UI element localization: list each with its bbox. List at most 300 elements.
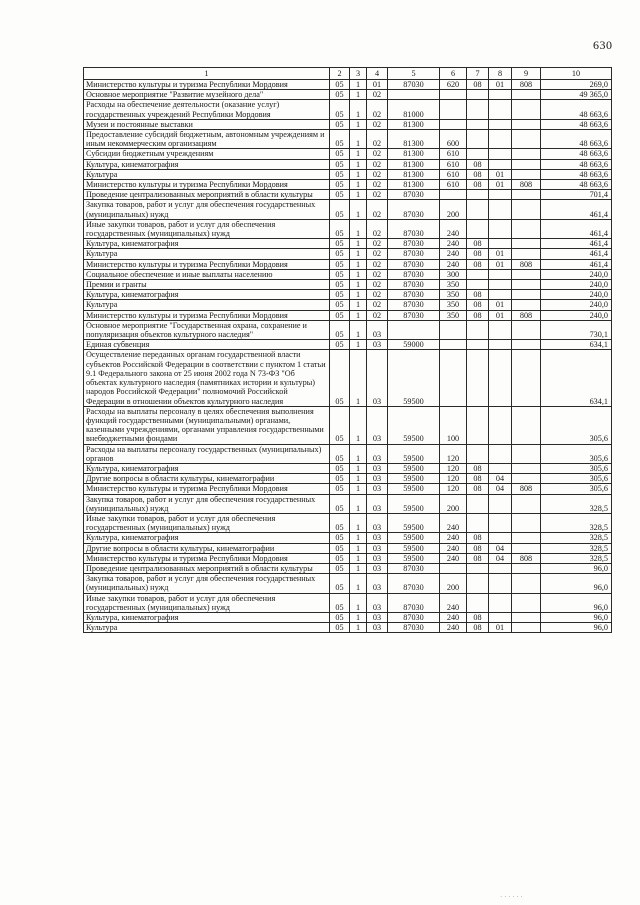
row-code-8: 01 (489, 623, 512, 633)
row-code-5: 59500 (388, 513, 440, 532)
row-code-4: 02 (367, 190, 388, 200)
row-name-cell: Проведение централизованных мероприятий в области культуры (84, 563, 330, 573)
row-code-5: 59500 (388, 463, 440, 473)
row-code-3: 1 (350, 290, 367, 300)
row-code-9: 808 (512, 310, 541, 320)
table-row (84, 406, 612, 444)
row-name-cell: Другие вопросы в области культуры, кинематографии (84, 474, 330, 484)
row-sum-cell: 461,4 (541, 239, 612, 249)
row-sum-cell: 461,4 (541, 259, 612, 269)
row-code-7: 08 (467, 259, 489, 269)
row-code-8: 04 (489, 553, 512, 563)
row-code-6 (440, 340, 467, 350)
row-code-5: 87030 (388, 290, 440, 300)
row-code-6: 610 (440, 149, 467, 159)
row-code-6 (440, 190, 467, 200)
row-code-5: 87030 (388, 219, 440, 238)
row-code-8 (489, 340, 512, 350)
row-code-9 (512, 533, 541, 543)
row-name-cell: Культура, кинематография (84, 159, 330, 169)
row-code-2: 05 (330, 533, 350, 543)
table-row (84, 100, 612, 119)
row-code-5: 87030 (388, 200, 440, 219)
row-code-2: 05 (330, 574, 350, 593)
row-code-9 (512, 463, 541, 473)
table-row (84, 484, 612, 494)
table-row (84, 80, 612, 90)
row-code-7 (467, 269, 489, 279)
row-code-7 (467, 320, 489, 339)
row-name-cell: Музеи и постоянные выставки (84, 119, 330, 129)
row-code-8: 01 (489, 259, 512, 269)
row-code-3: 1 (350, 612, 367, 622)
row-code-7 (467, 444, 489, 463)
row-code-2: 05 (330, 219, 350, 238)
row-code-5: 87030 (388, 623, 440, 633)
row-code-9 (512, 444, 541, 463)
row-code-9 (512, 290, 541, 300)
row-code-6: 300 (440, 269, 467, 279)
row-name-cell: Единая субвенция (84, 340, 330, 350)
row-code-5: 87030 (388, 190, 440, 200)
row-code-8: 01 (489, 180, 512, 190)
row-code-2: 05 (330, 239, 350, 249)
table-row (84, 269, 612, 279)
row-code-4: 03 (367, 444, 388, 463)
row-code-3: 1 (350, 593, 367, 612)
row-code-5: 87030 (388, 280, 440, 290)
row-name-cell: Культура, кинематография (84, 290, 330, 300)
row-code-9 (512, 200, 541, 219)
row-name-cell: Основное мероприятие "Развитие музейного дела" (84, 90, 330, 100)
row-sum-cell: 461,4 (541, 219, 612, 238)
row-code-6: 200 (440, 200, 467, 219)
table-row (84, 340, 612, 350)
row-code-6 (440, 119, 467, 129)
row-code-2: 05 (330, 130, 350, 149)
row-name-cell: Расходы на выплаты персоналу государственных (муниципальных) органов (84, 444, 330, 463)
row-code-6: 120 (440, 463, 467, 473)
table-row (84, 623, 612, 633)
row-code-5: 87030 (388, 574, 440, 593)
table-row (84, 563, 612, 573)
row-name-cell: Закупка товаров, работ и услуг для обеспечения государственных (муниципальных) нужд (84, 200, 330, 219)
row-code-6: 350 (440, 300, 467, 310)
row-code-2: 05 (330, 169, 350, 179)
row-code-4: 02 (367, 290, 388, 300)
row-code-9 (512, 90, 541, 100)
row-code-9 (512, 340, 541, 350)
row-name-cell: Культура (84, 169, 330, 179)
row-code-8 (489, 239, 512, 249)
row-code-2: 05 (330, 593, 350, 612)
row-code-8 (489, 563, 512, 573)
row-code-2: 05 (330, 159, 350, 169)
row-sum-cell: 96,0 (541, 623, 612, 633)
row-code-6: 350 (440, 280, 467, 290)
table-row (84, 494, 612, 513)
row-code-8 (489, 290, 512, 300)
row-sum-cell: 701,4 (541, 190, 612, 200)
row-code-2: 05 (330, 200, 350, 219)
row-code-5: 59500 (388, 484, 440, 494)
table-row (84, 119, 612, 129)
row-code-6: 240 (440, 249, 467, 259)
row-code-9 (512, 300, 541, 310)
row-code-2: 05 (330, 280, 350, 290)
row-code-2: 05 (330, 269, 350, 279)
row-name-cell: Культура (84, 623, 330, 633)
row-code-8 (489, 200, 512, 219)
row-code-5: 87030 (388, 249, 440, 259)
row-code-9 (512, 159, 541, 169)
row-code-5: 59500 (388, 444, 440, 463)
row-code-8 (489, 593, 512, 612)
row-name-cell: Предоставление субсидий бюджетным, автономным учреждениям и иным некоммерческим организациям (84, 130, 330, 149)
row-code-6: 240 (440, 533, 467, 543)
row-code-8: 01 (489, 80, 512, 90)
table-row (84, 310, 612, 320)
header-cell: 8 (489, 68, 512, 80)
row-code-4: 02 (367, 130, 388, 149)
row-code-9 (512, 149, 541, 159)
row-code-6: 350 (440, 290, 467, 300)
row-code-3: 1 (350, 310, 367, 320)
row-code-3: 1 (350, 553, 367, 563)
row-code-3: 1 (350, 130, 367, 149)
row-code-4: 03 (367, 553, 388, 563)
row-sum-cell: 461,4 (541, 249, 612, 259)
row-code-5: 87030 (388, 612, 440, 622)
row-code-4: 02 (367, 259, 388, 269)
row-code-4: 03 (367, 340, 388, 350)
row-code-8 (489, 159, 512, 169)
table-row (84, 320, 612, 339)
header-cell: 6 (440, 68, 467, 80)
row-name-cell: Расходы на обеспечение деятельности (оказание услуг) государственных учреждений Республики Мордовия (84, 100, 330, 119)
row-code-3: 1 (350, 300, 367, 310)
table-row (84, 350, 612, 406)
budget-table (83, 67, 612, 633)
row-code-2: 05 (330, 90, 350, 100)
row-code-5: 87030 (388, 259, 440, 269)
row-code-3: 1 (350, 280, 367, 290)
row-code-6: 240 (440, 543, 467, 553)
row-code-8 (489, 513, 512, 532)
row-code-4: 03 (367, 563, 388, 573)
row-code-3: 1 (350, 543, 367, 553)
row-sum-cell: 96,0 (541, 612, 612, 622)
row-sum-cell: 240,0 (541, 310, 612, 320)
row-code-7 (467, 130, 489, 149)
row-code-4: 02 (367, 280, 388, 290)
row-code-9 (512, 320, 541, 339)
row-code-5: 59500 (388, 533, 440, 543)
row-code-9 (512, 119, 541, 129)
row-code-6 (440, 100, 467, 119)
row-code-6: 240 (440, 553, 467, 563)
table-row (84, 290, 612, 300)
row-code-4: 02 (367, 219, 388, 238)
header-cell: 1 (84, 68, 330, 80)
row-sum-cell: 328,5 (541, 494, 612, 513)
row-code-6 (440, 350, 467, 406)
table-row (84, 463, 612, 473)
row-code-3: 1 (350, 484, 367, 494)
row-code-3: 1 (350, 513, 367, 532)
row-code-6: 610 (440, 180, 467, 190)
row-code-8 (489, 444, 512, 463)
row-sum-cell: 48 663,6 (541, 180, 612, 190)
row-code-2: 05 (330, 444, 350, 463)
header-cell: 7 (467, 68, 489, 80)
table-row (84, 219, 612, 238)
row-code-8 (489, 406, 512, 444)
row-name-cell: Закупка товаров, работ и услуг для обеспечения государственных (муниципальных) нужд (84, 494, 330, 513)
row-name-cell: Министерство культуры и туризма Республики Мордовия (84, 484, 330, 494)
row-code-6: 240 (440, 259, 467, 269)
row-code-3: 1 (350, 80, 367, 90)
row-code-6: 240 (440, 623, 467, 633)
row-code-2: 05 (330, 463, 350, 473)
row-code-4: 01 (367, 80, 388, 90)
row-code-3: 1 (350, 249, 367, 259)
row-name-cell: Проведение централизованных мероприятий в области культуры (84, 190, 330, 200)
header-cell: 5 (388, 68, 440, 80)
row-code-8 (489, 119, 512, 129)
row-code-7 (467, 406, 489, 444)
row-code-7 (467, 190, 489, 200)
row-name-cell: Социальное обеспечение и иные выплаты населению (84, 269, 330, 279)
row-name-cell: Министерство культуры и туризма Республики Мордовия (84, 80, 330, 90)
row-code-9: 808 (512, 553, 541, 563)
row-code-9 (512, 574, 541, 593)
row-code-3: 1 (350, 219, 367, 238)
row-code-7 (467, 100, 489, 119)
row-code-8 (489, 149, 512, 159)
table-row (84, 130, 612, 149)
row-code-2: 05 (330, 300, 350, 310)
row-code-5: 87030 (388, 563, 440, 573)
row-code-2: 05 (330, 406, 350, 444)
row-code-5: 81300 (388, 159, 440, 169)
row-code-5: 59500 (388, 474, 440, 484)
row-name-cell: Культура (84, 249, 330, 259)
row-code-4: 03 (367, 463, 388, 473)
row-code-7: 08 (467, 290, 489, 300)
row-code-3: 1 (350, 119, 367, 129)
row-code-9 (512, 219, 541, 238)
row-code-5: 59500 (388, 543, 440, 553)
page-number: 630 (593, 38, 613, 52)
row-code-4: 02 (367, 149, 388, 159)
row-code-4: 03 (367, 513, 388, 532)
row-code-5: 81300 (388, 130, 440, 149)
row-code-7 (467, 340, 489, 350)
row-code-9: 808 (512, 484, 541, 494)
row-code-3: 1 (350, 563, 367, 573)
table-row (84, 249, 612, 259)
row-code-7 (467, 200, 489, 219)
row-name-cell: Субсидии бюджетным учреждениям (84, 149, 330, 159)
row-code-2: 05 (330, 149, 350, 159)
row-name-cell: Культура, кинематография (84, 463, 330, 473)
table-row (84, 169, 612, 179)
row-code-2: 05 (330, 513, 350, 532)
row-sum-cell: 305,6 (541, 463, 612, 473)
row-code-8 (489, 533, 512, 543)
row-code-9 (512, 494, 541, 513)
row-code-2: 05 (330, 553, 350, 563)
row-sum-cell: 49 365,0 (541, 90, 612, 100)
row-code-6: 240 (440, 612, 467, 622)
row-name-cell: Иные закупки товаров, работ и услуг для обеспечения государственных (муниципальных) нужд (84, 593, 330, 612)
row-code-2: 05 (330, 290, 350, 300)
row-sum-cell: 240,0 (541, 280, 612, 290)
row-code-7: 08 (467, 180, 489, 190)
row-code-5: 87030 (388, 269, 440, 279)
row-sum-cell: 305,6 (541, 484, 612, 494)
row-sum-cell: 48 663,6 (541, 100, 612, 119)
table-row (84, 190, 612, 200)
row-sum-cell: 328,5 (541, 543, 612, 553)
table-row (84, 543, 612, 553)
row-code-2: 05 (330, 249, 350, 259)
row-code-5: 81300 (388, 119, 440, 129)
row-name-cell: Другие вопросы в области культуры, кинематографии (84, 543, 330, 553)
row-code-2: 05 (330, 320, 350, 339)
header-cell: 10 (541, 68, 612, 80)
row-code-9: 808 (512, 180, 541, 190)
table-row (84, 259, 612, 269)
row-code-8 (489, 463, 512, 473)
table-row (84, 239, 612, 249)
row-code-2: 05 (330, 350, 350, 406)
row-code-8 (489, 100, 512, 119)
table-row (84, 553, 612, 563)
row-code-6: 240 (440, 593, 467, 612)
row-sum-cell: 634,1 (541, 350, 612, 406)
row-code-7: 08 (467, 533, 489, 543)
row-code-7: 08 (467, 612, 489, 622)
row-code-3: 1 (350, 239, 367, 249)
row-name-cell: Культура, кинематография (84, 239, 330, 249)
row-code-2: 05 (330, 474, 350, 484)
table-row (84, 280, 612, 290)
row-name-cell: Министерство культуры и туризма Республики Мордовия (84, 310, 330, 320)
row-code-6: 240 (440, 513, 467, 532)
row-code-7 (467, 494, 489, 513)
row-code-4: 03 (367, 593, 388, 612)
row-code-3: 1 (350, 623, 367, 633)
row-code-6: 610 (440, 159, 467, 169)
row-code-8 (489, 320, 512, 339)
row-code-5: 87030 (388, 80, 440, 90)
row-sum-cell: 240,0 (541, 269, 612, 279)
row-code-2: 05 (330, 100, 350, 119)
row-sum-cell: 48 663,6 (541, 149, 612, 159)
row-name-cell: Иные закупки товаров, работ и услуг для обеспечения государственных (муниципальных) нужд (84, 513, 330, 532)
row-code-4: 03 (367, 623, 388, 633)
row-code-3: 1 (350, 180, 367, 190)
row-code-6: 200 (440, 574, 467, 593)
row-code-9 (512, 474, 541, 484)
row-code-3: 1 (350, 444, 367, 463)
row-code-9 (512, 612, 541, 622)
row-code-6 (440, 320, 467, 339)
row-code-3: 1 (350, 340, 367, 350)
row-code-2: 05 (330, 623, 350, 633)
row-code-3: 1 (350, 406, 367, 444)
row-code-7 (467, 593, 489, 612)
row-code-4: 02 (367, 200, 388, 219)
row-code-6: 240 (440, 239, 467, 249)
row-code-4: 02 (367, 300, 388, 310)
header-cell: 4 (367, 68, 388, 80)
row-code-6: 350 (440, 310, 467, 320)
row-code-2: 05 (330, 340, 350, 350)
row-code-5: 87030 (388, 239, 440, 249)
row-name-cell: Культура, кинематография (84, 612, 330, 622)
row-code-8 (489, 90, 512, 100)
row-code-7 (467, 149, 489, 159)
row-code-8 (489, 130, 512, 149)
row-code-7: 08 (467, 159, 489, 169)
table-row (84, 612, 612, 622)
row-sum-cell: 328,5 (541, 553, 612, 563)
row-sum-cell: 305,6 (541, 444, 612, 463)
row-code-7 (467, 119, 489, 129)
row-code-4: 03 (367, 474, 388, 484)
row-code-9: 808 (512, 80, 541, 90)
row-code-4: 02 (367, 159, 388, 169)
row-code-6: 120 (440, 474, 467, 484)
row-code-7: 08 (467, 543, 489, 553)
row-code-7: 08 (467, 553, 489, 563)
row-code-6: 200 (440, 494, 467, 513)
row-code-8: 04 (489, 474, 512, 484)
row-name-cell: Министерство культуры и туризма Республики Мордовия (84, 259, 330, 269)
row-code-7: 08 (467, 310, 489, 320)
row-code-6: 620 (440, 80, 467, 90)
row-code-6: 100 (440, 406, 467, 444)
table-row (84, 533, 612, 543)
row-code-4: 03 (367, 612, 388, 622)
row-code-9 (512, 623, 541, 633)
row-code-4: 02 (367, 249, 388, 259)
row-code-9 (512, 513, 541, 532)
table-row (84, 444, 612, 463)
row-code-7: 08 (467, 300, 489, 310)
row-code-3: 1 (350, 494, 367, 513)
row-code-6: 240 (440, 219, 467, 238)
header-cell: 9 (512, 68, 541, 80)
row-name-cell: Министерство культуры и туризма Республики Мордовия (84, 180, 330, 190)
row-name-cell: Культура (84, 300, 330, 310)
row-sum-cell: 730,1 (541, 320, 612, 339)
table-row (84, 574, 612, 593)
row-code-8 (489, 612, 512, 622)
row-code-5: 59500 (388, 553, 440, 563)
row-sum-cell: 305,6 (541, 474, 612, 484)
row-code-9 (512, 190, 541, 200)
row-code-4: 02 (367, 169, 388, 179)
row-code-6 (440, 90, 467, 100)
row-code-8: 01 (489, 300, 512, 310)
row-code-9 (512, 543, 541, 553)
row-code-6: 600 (440, 130, 467, 149)
row-code-8: 01 (489, 310, 512, 320)
